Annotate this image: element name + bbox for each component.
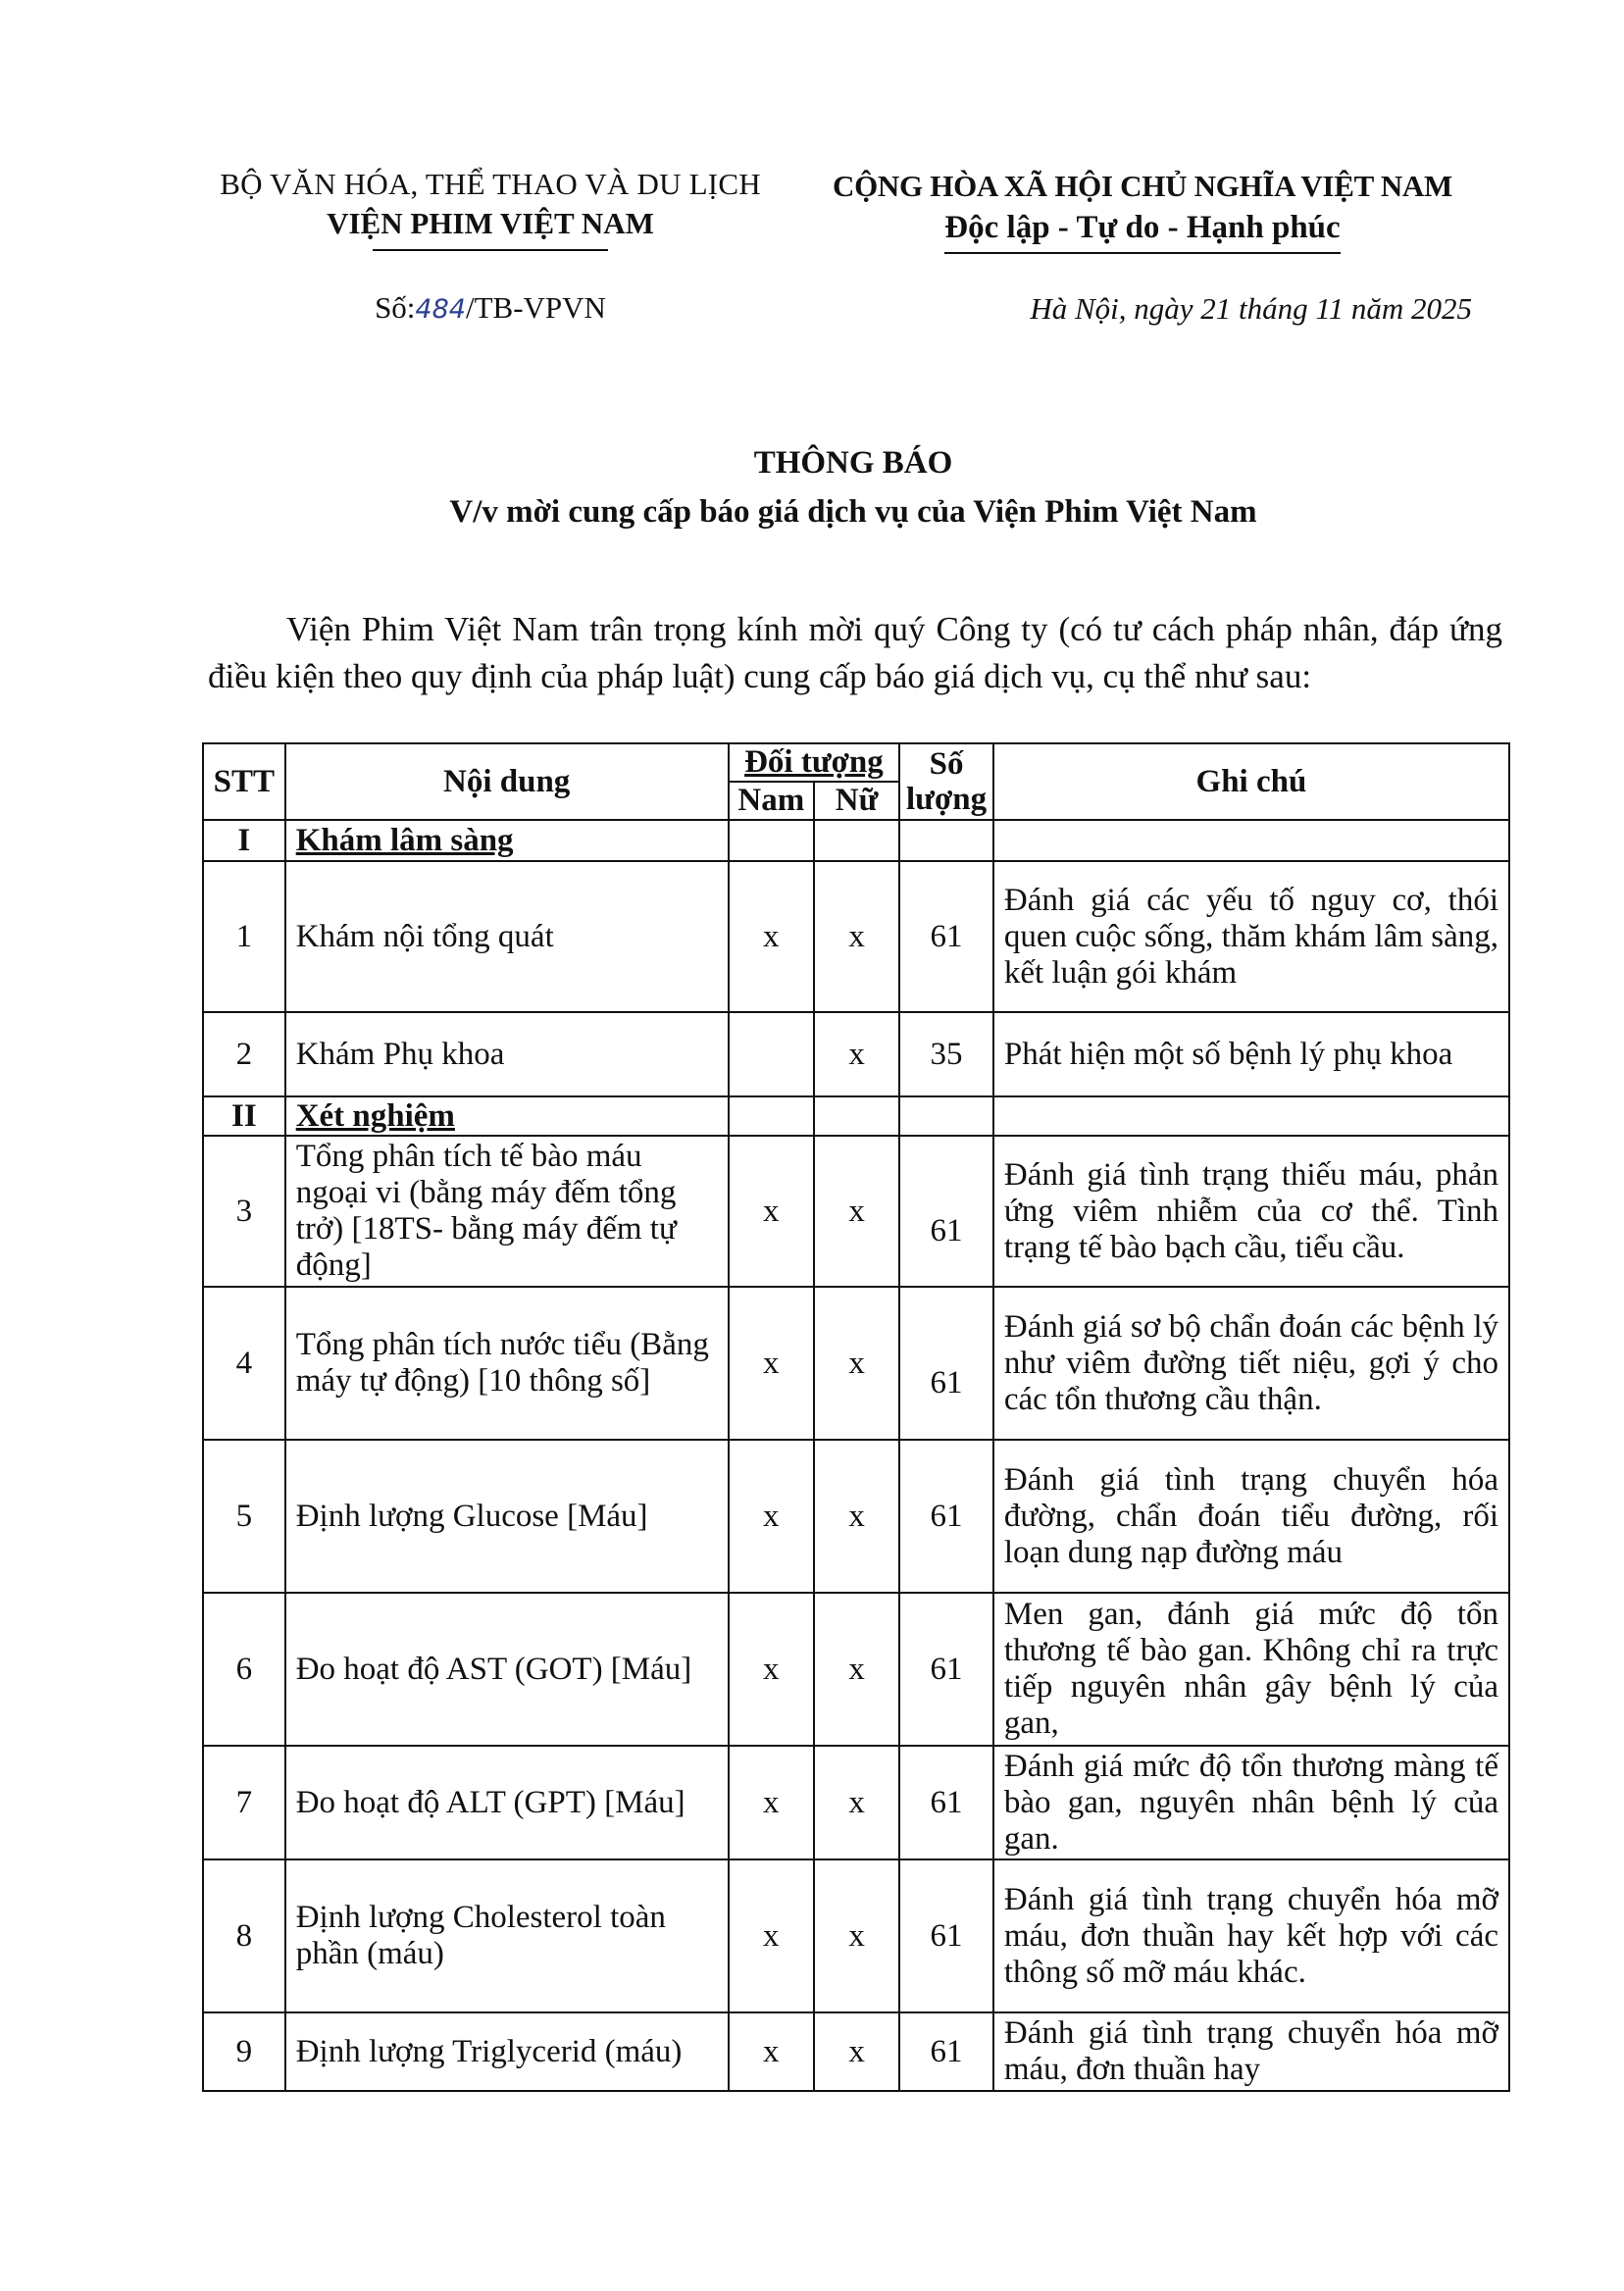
header-so-luong-line1: Số [929,746,964,782]
table-row [203,2012,1509,2091]
section-title-text: Khám lâm sàng [295,822,514,858]
row-nam: x [729,1136,814,1287]
row-noi-dung: Định lượng Glucose [Máu] [285,1440,729,1593]
intro-text: Viện Phim Việt Nam trân trọng kính mời quý Công ty (có tư cách pháp nhân, đáp ứng điều kiện theo quy định của pháp luật) cung cấp báo giá dịch vụ, cụ thể như sau: [208,610,1502,695]
header-stt: STT [203,743,285,820]
row-ghi-chu: Đánh giá tình trạng chuyển hóa mỡ máu, đơn thuần hay kết hợp với các thông số mỡ máu khác. [993,1859,1509,2012]
row-nam: x [729,1593,814,1746]
row-ghi-chu: Đánh giá mức độ tổn thương màng tế bào gan, nguyên nhân bệnh lý của gan. [993,1746,1509,1859]
row-nu: x [814,1746,899,1859]
row-nu: x [814,1012,899,1096]
institute-name: VIỆN PHIM VIỆT NAM [327,206,654,240]
row-nu: x [814,1593,899,1746]
row-noi-dung: Định lượng Triglycerid (máu) [285,2012,729,2091]
row-stt: 3 [203,1136,285,1287]
row-nu: x [814,1136,899,1287]
section-title [285,1096,729,1136]
document-subtitle: V/v mời cung cấp báo giá dịch vụ của Viện Phim Việt Nam [449,494,1257,530]
table-row [203,1012,1509,1096]
table-row [203,1287,1509,1440]
header-nam: Nam [729,782,814,820]
header-noi-dung: Nội dung [285,743,729,820]
row-so-luong: 35 [899,1012,993,1096]
row-stt: 1 [203,861,285,1012]
row-nam: x [729,861,814,1012]
service-table [202,742,1510,2092]
row-nu: x [814,1440,899,1593]
row-so-luong: 61 [899,1593,993,1746]
header-nu: Nữ [814,782,899,820]
row-nam: x [729,1746,814,1859]
row-nu: x [814,2012,899,2091]
header-doi-tuong: Đối tượng [729,743,900,782]
section-row [203,1096,1509,1136]
section-row [203,820,1509,861]
row-nam: x [729,1287,814,1440]
document-number-suffix: /TB-VPVN [465,290,606,325]
table-row [203,1859,1509,2012]
row-stt: 7 [203,1746,285,1859]
header-so-luong [899,743,993,820]
row-stt: 5 [203,1440,285,1593]
ministry-name: BỘ VĂN HÓA, THỂ THAO VÀ DU LỊCH [220,167,761,201]
intro-paragraph [208,606,1502,700]
table-row [203,1440,1509,1593]
table-row [203,1136,1509,1287]
row-noi-dung: Đo hoạt độ AST (GOT) [Máu] [285,1593,729,1746]
row-ghi-chu: Men gan, đánh giá mức độ tổn thương tế bào gan. Không chỉ ra trực tiếp nguyên nhân gây bệnh lý của gan, [993,1593,1509,1746]
row-noi-dung: Đo hoạt độ ALT (GPT) [Máu] [285,1746,729,1859]
section-title [285,820,729,861]
dateline: Hà Nội, ngày 21 tháng 11 năm 2025 [1030,291,1472,326]
table-row [203,861,1509,1012]
national-motto: Độc lập - Tự do - Hạnh phúc [944,210,1340,254]
issuer-underline [373,249,608,251]
national-heading-block [809,169,1476,327]
row-stt: 9 [203,2012,285,2091]
row-ghi-chu: Đánh giá tình trạng chuyển hóa đường, chẩn đoán tiểu đường, rối loạn dung nạp đường máu [993,1440,1509,1593]
row-stt: 4 [203,1287,285,1440]
row-nu: x [814,861,899,1012]
row-nu: x [814,1859,899,2012]
row-nam: x [729,1859,814,2012]
row-nu: x [814,1287,899,1440]
row-ghi-chu: Đánh giá tình trạng chuyển hóa mỡ máu, đơn thuần hay [993,2012,1509,2091]
row-noi-dung: Tổng phân tích nước tiểu (Bằng máy tự động) [10 thông số] [285,1287,729,1440]
row-so-luong: 61 [899,1287,993,1440]
row-noi-dung: Định lượng Cholesterol toàn phần (máu) [285,1859,729,2012]
row-noi-dung: Khám nội tổng quát [285,861,729,1012]
row-so-luong: 61 [899,2012,993,2091]
row-ghi-chu: Phát hiện một số bệnh lý phụ khoa [993,1012,1509,1096]
document-number [186,290,794,326]
document-number-prefix: Số: [375,290,416,325]
section-code: II [203,1096,285,1136]
document-title: THÔNG BÁO [753,445,953,481]
row-nam [729,1012,814,1096]
row-so-luong: 61 [899,1440,993,1593]
row-so-luong: 61 [899,861,993,1012]
header-ghi-chu: Ghi chú [993,743,1509,820]
row-noi-dung: Tổng phân tích tế bào máu ngoại vi (bằng máy đếm tổng trở) [18TS- bằng máy đếm tự động] [285,1136,729,1287]
row-stt: 2 [203,1012,285,1096]
row-nam: x [729,2012,814,2091]
row-so-luong: 61 [899,1746,993,1859]
row-nam: x [729,1440,814,1593]
section-title-text: Xét nghiệm [295,1097,455,1134]
issuer-block [186,167,794,326]
row-ghi-chu: Đánh giá các yếu tố nguy cơ, thói quen cuộc sống, thăm khám lâm sàng, kết luận gói khám [993,861,1509,1012]
row-ghi-chu: Đánh giá sơ bộ chẩn đoán các bệnh lý như viêm đường tiết niệu, gợi ý cho các tổn thương cầu thận. [993,1287,1509,1440]
row-so-luong: 61 [899,1859,993,2012]
document-number-handwritten: 484 [415,294,466,325]
section-code: I [203,820,285,861]
republic-name: CỘNG HÒA XÃ HỘI CHỦ NGHĨA VIỆT NAM [833,169,1452,203]
header-so-luong-line2: lượng [905,782,988,817]
row-ghi-chu: Đánh giá tình trạng thiếu máu, phản ứng viêm nhiễm của cơ thể. Tình trạng tế bào bạch cầu, tiểu cầu. [993,1136,1509,1287]
row-stt: 6 [203,1593,285,1746]
row-stt: 8 [203,1859,285,2012]
row-noi-dung: Khám Phụ khoa [285,1012,729,1096]
table-row [203,1746,1509,1859]
row-so-luong: 61 [899,1136,993,1287]
table-row [203,1593,1509,1746]
